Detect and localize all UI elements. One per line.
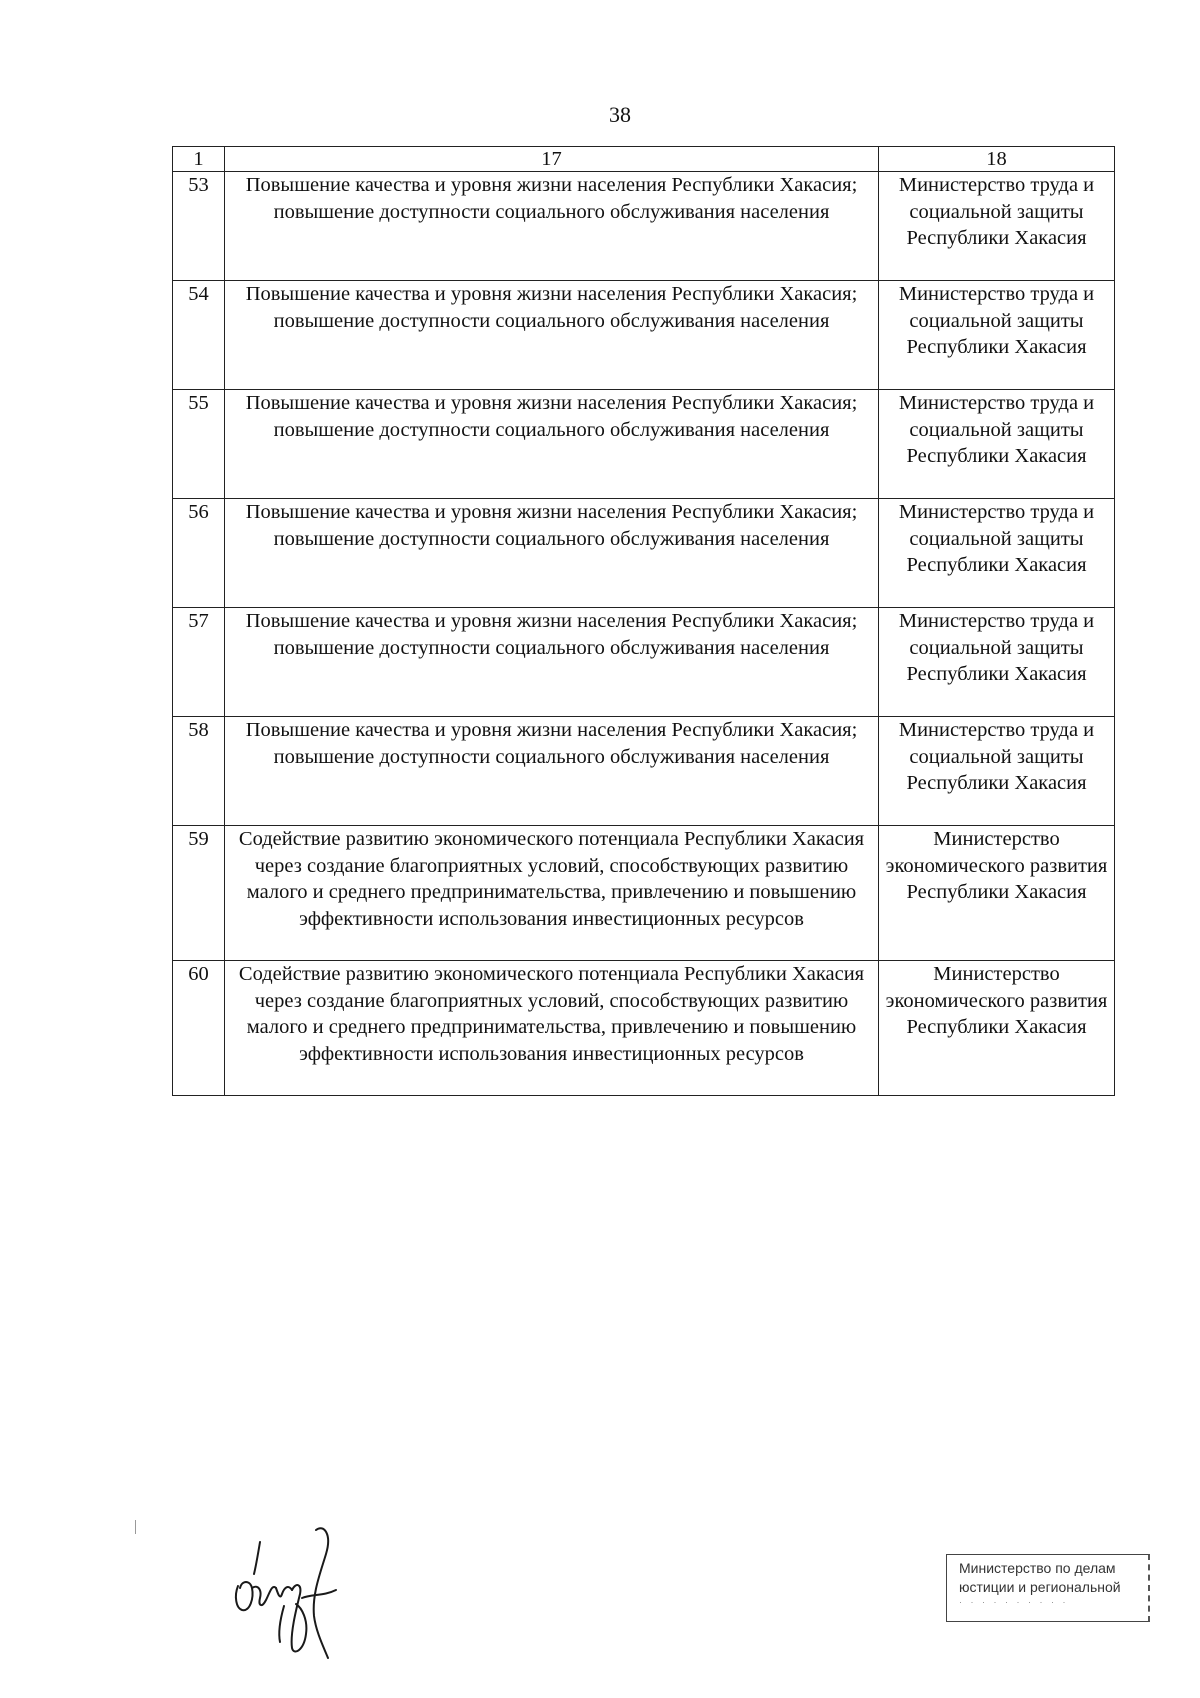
row-goal: Повышение качества и уровня жизни населения Республики Хакасия; повышение доступности социального обслуживания населения [225,608,879,717]
table-row [173,961,1115,1096]
stamp-line-1: Министерство по делам [959,1560,1116,1576]
row-goal: Повышение качества и уровня жизни населения Республики Хакасия; повышение доступности социального обслуживания населения [225,717,879,826]
row-number: 58 [173,717,225,826]
table-row [173,390,1115,499]
column-header-responsible: 18 [879,147,1115,172]
registration-stamp [946,1554,1150,1622]
row-number: 56 [173,499,225,608]
table-row [173,826,1115,961]
row-number: 55 [173,390,225,499]
page-number: 38 [609,102,631,127]
margin-mark [135,1520,136,1534]
table-row [173,608,1115,717]
row-goal: Повышение качества и уровня жизни населения Республики Хакасия; повышение доступности социального обслуживания населения [225,172,879,281]
row-number: 53 [173,172,225,281]
row-responsible: Министерство экономического развития Республики Хакасия [879,826,1115,961]
row-responsible: Министерство труда и социальной защиты Республики Хакасия [879,499,1115,608]
row-number: 59 [173,826,225,961]
row-goal: Содействие развитию экономического потенциала Республики Хакасия через создание благоприятных условий, способствующих развитию малого и среднего предпринимательства, привлечению и повышению эффективности использования инвестиционных ресурсов [225,826,879,961]
row-responsible: Министерство труда и социальной защиты Республики Хакасия [879,390,1115,499]
table-row [173,717,1115,826]
row-goal: Повышение качества и уровня жизни населения Республики Хакасия; повышение доступности социального обслуживания населения [225,390,879,499]
row-number: 57 [173,608,225,717]
stamp-line-2: юстиции и региональной [959,1579,1121,1595]
row-responsible: Министерство труда и социальной защиты Республики Хакасия [879,281,1115,390]
column-header-number: 1 [173,147,225,172]
row-goal: Повышение качества и уровня жизни населения Республики Хакасия; повышение доступности социального обслуживания населения [225,499,879,608]
row-responsible: Министерство экономического развития Республики Хакасия [879,961,1115,1096]
row-goal: Содействие развитию экономического потенциала Республики Хакасия через создание благоприятных условий, способствующих развитию малого и среднего предпринимательства, привлечению и повышению эффективности использования инвестиционных ресурсов [225,961,879,1096]
row-responsible: Министерство труда и социальной защиты Республики Хакасия [879,717,1115,826]
table-row [173,172,1115,281]
row-number: 54 [173,281,225,390]
stamp-faint-line: · · · · · · · · · · [959,1597,1069,1607]
row-responsible: Министерство труда и социальной защиты Республики Хакасия [879,172,1115,281]
goals-table [172,146,1115,1096]
row-responsible: Министерство труда и социальной защиты Республики Хакасия [879,608,1115,717]
table-row [173,281,1115,390]
table-row [173,499,1115,608]
row-goal: Повышение качества и уровня жизни населения Республики Хакасия; повышение доступности социального обслуживания населения [225,281,879,390]
handwritten-signature [232,1524,362,1664]
column-header-goal: 17 [225,147,879,172]
row-number: 60 [173,961,225,1096]
table-header-row [173,147,1115,172]
